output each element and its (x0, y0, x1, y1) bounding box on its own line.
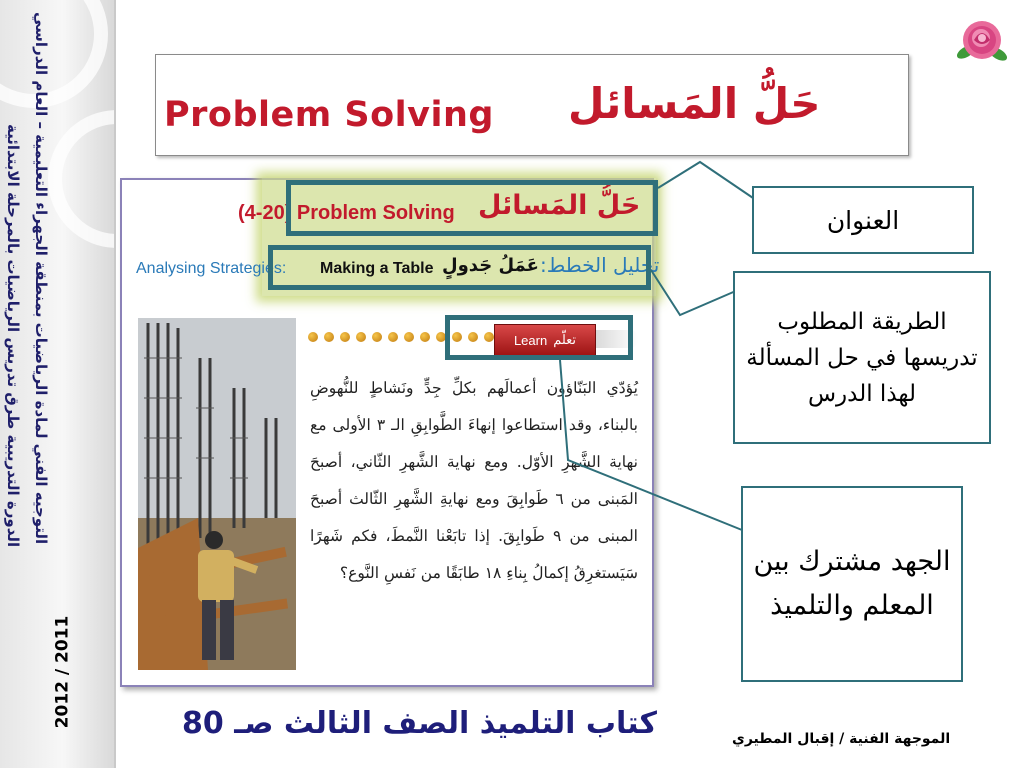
sidebar-year: 2012 / 2011 (52, 615, 72, 729)
highlight-title-box (286, 180, 658, 236)
book-page-number: 80 (182, 706, 224, 741)
sidebar-decoration (0, 0, 108, 108)
callout-title: العنوان (752, 186, 974, 254)
lesson-title-english: Problem Solving (296, 202, 455, 224)
callout-method: الطريقة المطلوب تدريسها في حل المسألة لهذا الدرس (733, 271, 991, 444)
banner-title-english: Problem Solving (164, 95, 494, 135)
banner-title-arabic: حَلُّ المَسائل (568, 79, 821, 128)
book-reference-text: كتاب التلميذ الصف الثالث صـ (234, 706, 657, 741)
strategy-label-english: Analysing Strategies: (136, 260, 287, 277)
construction-photo (138, 318, 296, 670)
strategy-name-english: Making a Table (320, 260, 434, 277)
highlight-learn-box (445, 315, 633, 360)
learn-label-english: Learn (513, 332, 548, 348)
strategy-name-arabic: عَمَلُ جَدولٍ (442, 255, 539, 276)
title-banner (155, 54, 909, 156)
lesson-title-arabic: حَلُّ المَسائل (478, 190, 641, 221)
rose-icon (952, 14, 1012, 70)
callout-shared-effort: الجهد مشترك بين المعلم والتلميذ (741, 486, 963, 682)
author-credit: الموجهة الفنية / إقبال المطيري (732, 731, 951, 747)
problem-text: يُؤدّي البَنّاؤون أعمالَهم بكلِّ جِدٍّ ونَشاطٍ للنُّهوضِ بالبناء، وقد استطاعوا إنهاءَ الطَّوابِقِ الـ ٣ الأولى مع نهاية الشَّهرِ الأوّل. ومع نهاية الشَّهرِ الثّاني، أصبحَ المَبنى من ٦ طَوابِقَ ومع نهايةِ الشَّهرِ الثّالث أصبحَ المبنى من ٩ طَوابِقَ. إذا تابَعْنا النَّمطَ، فكم شَهرًا سَيَستغرِقُ إكمالُ بِناءِ ١٨ طابَقًا من نَفسِ النَّوع؟ (310, 379, 638, 582)
sidebar-text-line2: الدورة التدريبية طرق تدريس الرياضيات بالمرحلة الابتدائية (4, 124, 22, 548)
connector-strategy (651, 270, 738, 315)
learn-label-arabic: تعلّم (553, 332, 577, 347)
sidebar (0, 0, 116, 768)
sidebar-decoration (48, 110, 116, 248)
connector-title (658, 162, 756, 200)
sidebar-text-line1: التوجيه الفني لمادة الرياضيات بمنطقة الجهراء التعليمية – العام الدراسي (32, 12, 50, 545)
book-reference (182, 706, 657, 741)
lesson-number: (4-20) (238, 202, 292, 224)
strategy-label-arabic: تحليل الخطط: (540, 253, 660, 277)
highlight-strategy-box (268, 245, 651, 290)
